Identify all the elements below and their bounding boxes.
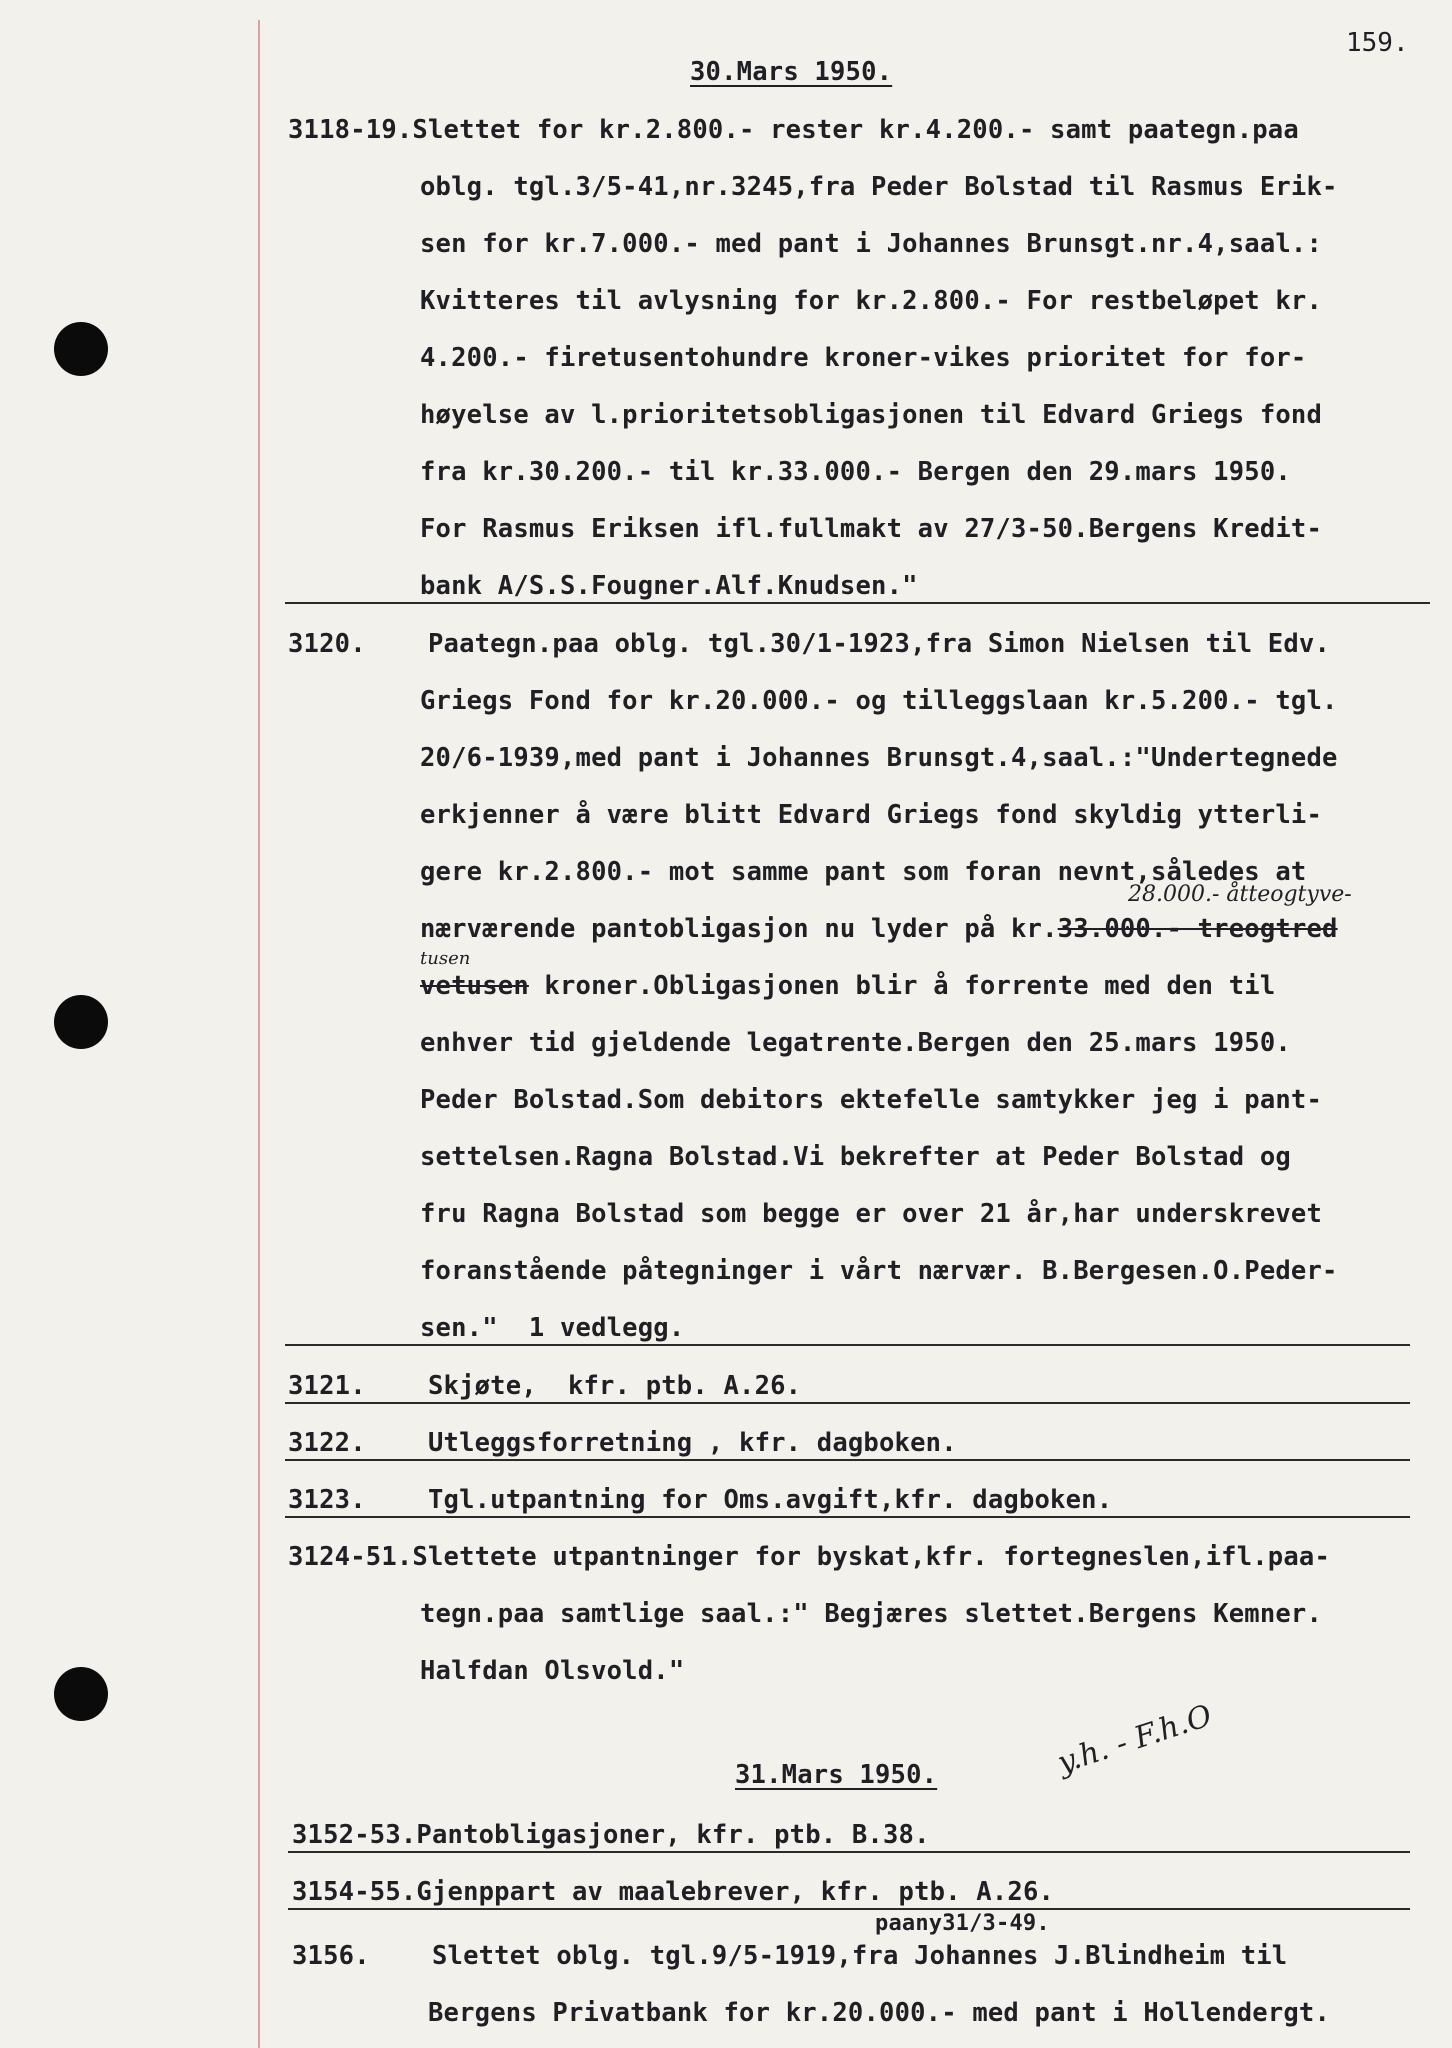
- punch-hole: [54, 322, 108, 376]
- page-number: 159.: [1346, 28, 1409, 58]
- separator-rule: [285, 1402, 1410, 1404]
- entry-line: 3122. Utleggsforretning , kfr. dagboken.: [288, 1428, 957, 1458]
- separator-rule: [285, 602, 1430, 604]
- entry-line: tegn.paa samtlige saal.:" Begjæres slettet.Bergens Kemner.: [420, 1599, 1323, 1629]
- entry-line: foranstående påtegninger i vårt nærvær. B.Bergesen.O.Peder-: [420, 1256, 1338, 1286]
- entry-line: Kvitteres til avlysning for kr.2.800.- For restbeløpet kr.: [420, 286, 1323, 316]
- entry-line: 3152-53.Pantobligasjoner, kfr. ptb. B.38.: [292, 1820, 930, 1850]
- entry-line: Halfdan Olsvold.": [420, 1656, 685, 1686]
- entry-line: 3154-55.Gjenppart av maalebrever, kfr. ptb. A.26.: [292, 1877, 1055, 1907]
- entry-line: Griegs Fond for kr.20.000.- og tilleggslaan kr.5.200.- tgl.: [420, 686, 1338, 716]
- punch-hole: [54, 995, 108, 1049]
- date-heading: 31.Mars 1950.: [735, 1760, 938, 1790]
- date-heading: 30.Mars 1950.: [690, 57, 893, 87]
- separator-rule: [285, 1516, 1410, 1518]
- handwritten-initials: y.h. - F.h.O: [1053, 1698, 1217, 1781]
- entry-line: gere kr.2.800.- mot samme pant som foran nevnt,således at: [420, 857, 1307, 887]
- entry-line: sen." 1 vedlegg.: [420, 1313, 685, 1343]
- entry-line: 3120. Paategn.paa oblg. tgl.30/1-1923,fra Simon Nielsen til Edv.: [288, 629, 1331, 659]
- entry-line: erkjenner å være blitt Edvard Griegs fond skyldig ytterli-: [420, 800, 1323, 830]
- entry-line: nærværende pantobligasjon nu lyder på kr.33.000.- treogtred: [420, 914, 1338, 944]
- entry-line: 3123. Tgl.utpantning for Oms.avgift,kfr. dagboken.: [288, 1485, 1113, 1515]
- punch-hole: [54, 1667, 108, 1721]
- separator-rule: [288, 1851, 1410, 1853]
- entry-line: vetusen kroner.Obligasjonen blir å forrente med den til: [420, 971, 1276, 1001]
- entry-line: fra kr.30.200.- til kr.33.000.- Bergen den 29.mars 1950.: [420, 457, 1291, 487]
- separator-rule: [288, 1908, 1410, 1910]
- entry-line: sen for kr.7.000.- med pant i Johannes Brunsgt.nr.4,saal.:: [420, 229, 1323, 259]
- separator-rule: [285, 1344, 1410, 1346]
- handwritten-correction: 28.000.- åtteogtyve-: [1128, 882, 1352, 907]
- entry-line: Peder Bolstad.Som debitors ektefelle samtykker jeg i pant-: [420, 1085, 1323, 1115]
- entry-line: fru Ragna Bolstad som begge er over 21 år,har underskrevet: [420, 1199, 1323, 1229]
- margin-rule: [258, 20, 260, 2048]
- entry-line: 3121. Skjøte, kfr. ptb. A.26.: [288, 1371, 802, 1401]
- entry-line: For Rasmus Eriksen ifl.fullmakt av 27/3-50.Bergens Kredit-: [420, 514, 1323, 544]
- entry-line: 20/6-1939,med pant i Johannes Brunsgt.4,saal.:"Undertegnede: [420, 743, 1338, 773]
- entry-line: oblg. tgl.3/5-41,nr.3245,fra Peder Bolstad til Rasmus Erik-: [420, 172, 1338, 202]
- entry-note: paany31/3-49.: [875, 1911, 1050, 1936]
- separator-rule: [285, 1459, 1410, 1461]
- entry-line: Bergens Privatbank for kr.20.000.- med pant i Hollendergt.: [428, 1998, 1331, 2028]
- entry-line: 4.200.- firetusentohundre kroner-vikes prioritet for for-: [420, 343, 1307, 373]
- handwritten-insert: tusen: [420, 948, 471, 969]
- entry-line: 3156. Slettet oblg. tgl.9/5-1919,fra Johannes J.Blindheim til: [292, 1941, 1288, 1971]
- entry-line: bank A/S.S.Fougner.Alf.Knudsen.": [420, 571, 918, 601]
- entry-line: enhver tid gjeldende legatrente.Bergen den 25.mars 1950.: [420, 1028, 1291, 1058]
- entry-line: 3124-51.Slettete utpantninger for byskat,kfr. fortegneslen,ifl.paa-: [288, 1542, 1331, 1572]
- entry-line: høyelse av l.prioritetsobligasjonen til Edvard Griegs fond: [420, 400, 1323, 430]
- entry-line: settelsen.Ragna Bolstad.Vi bekrefter at Peder Bolstad og: [420, 1142, 1291, 1172]
- entry-line: 3118-19.Slettet for kr.2.800.- rester kr.4.200.- samt paategn.paa: [288, 115, 1299, 145]
